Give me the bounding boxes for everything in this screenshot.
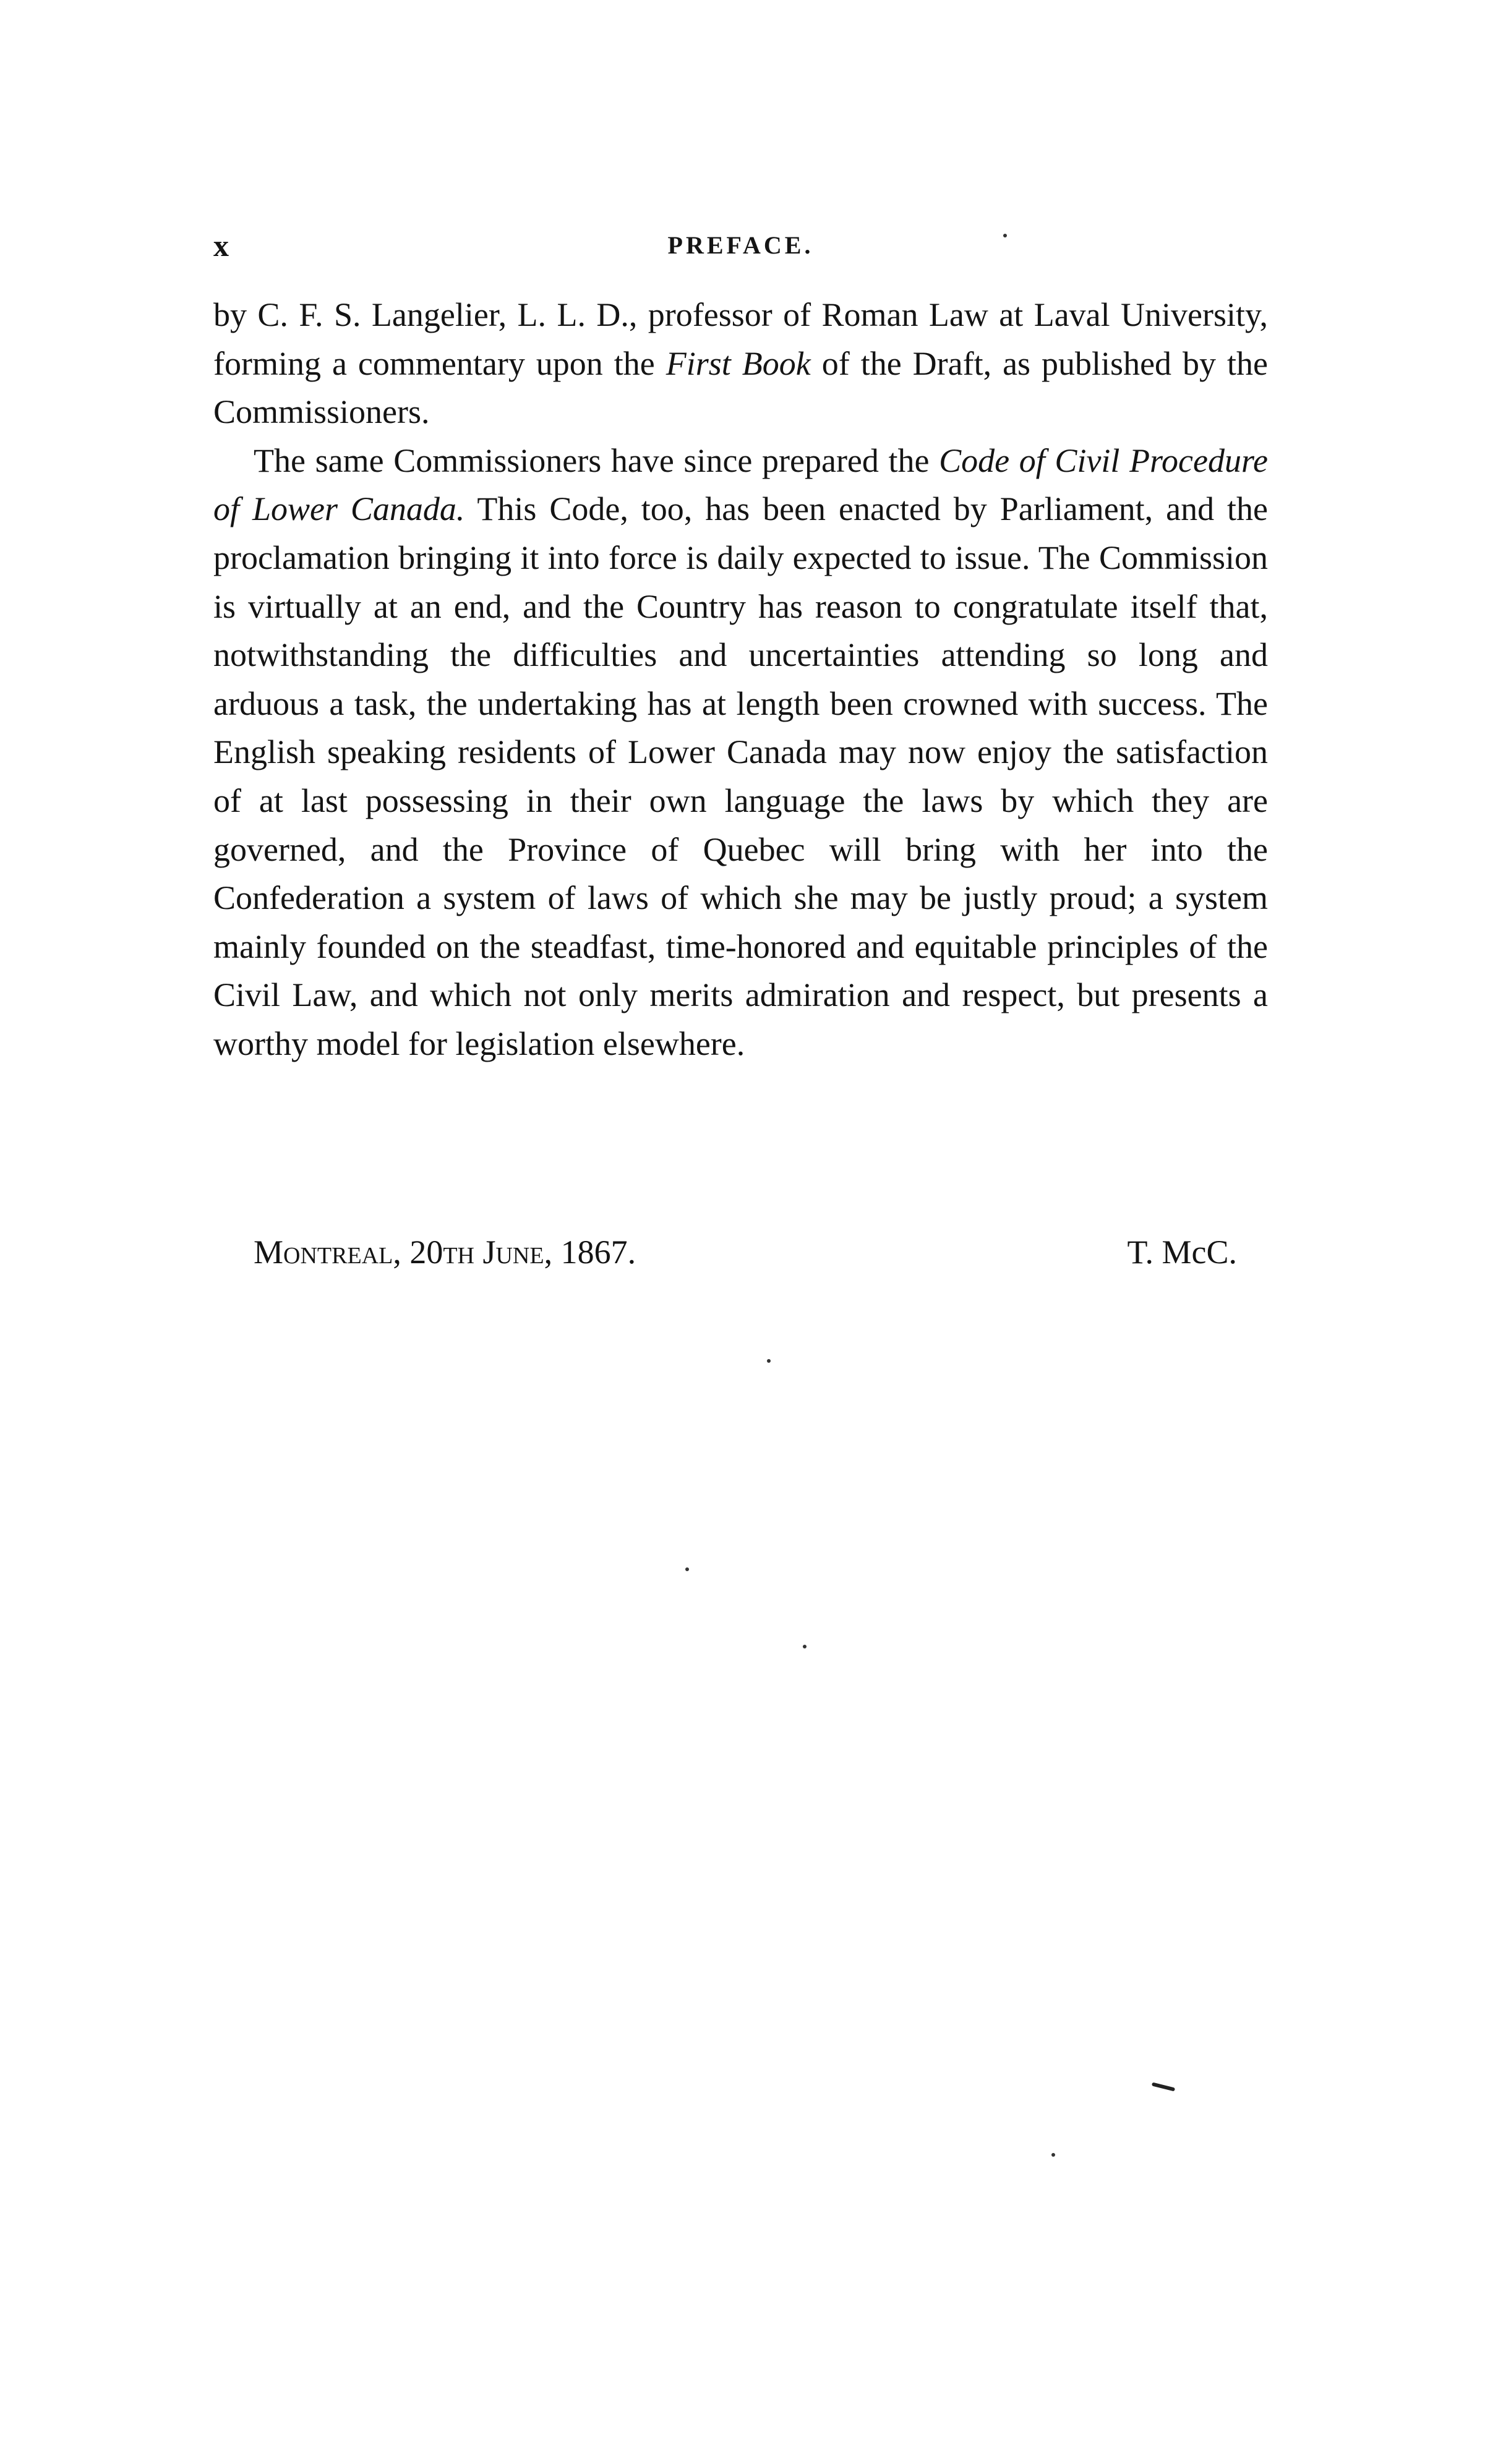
- text-segment: This Code, too, has been enacted by Parliament, and the proclamation bringing it into force is daily expected to issue. The Commission is virtually at an end, and the Country has reason to congratulate itself that, notwithstanding the difficulties and uncertainties attending so long and arduous a task, the undertaking has at length been crowned with success. The English speaking residents of Lower Canada may now enjoy the satisfaction of at last possessing in their own language the laws by which they are governed, and the Province of Quebec will bring with her into the Confederation a system of laws of which she may be justly proud; a system mainly founded on the steadfast, time-honored and equitable principles of the Civil Law, and which not only merits admiration and respect, but presents a worthy model for legislation elsewhere.: [213, 490, 1268, 1062]
- paragraph-1: [213, 291, 1268, 437]
- text-segment: by C. F. S. Langelier, L. L. D., professor of Roman Law at Laval University, forming a commentary upon the: [213, 296, 1268, 382]
- body-text: [213, 291, 1268, 1068]
- running-head: PREFACE.: [667, 231, 814, 259]
- scan-speck: [1051, 2153, 1055, 2157]
- signature-initials: T. McC.: [1127, 1234, 1237, 1271]
- italic-title-first-book: First Book: [665, 344, 811, 382]
- scan-speck: [685, 1567, 689, 1571]
- scan-speck: [1003, 234, 1007, 237]
- text-segment: The same Commissioners have since prepared the: [254, 441, 939, 479]
- scan-mark: [1152, 2082, 1175, 2091]
- scan-speck: [803, 1645, 807, 1648]
- signature-place-date: Montreal, 20th June, 1867.: [254, 1234, 636, 1271]
- paragraph-2: [213, 437, 1268, 1068]
- page-header: [213, 224, 1268, 267]
- text-segment: of the Draft, as published by the Commissioners.: [213, 344, 1268, 431]
- signature-line: [254, 1227, 1237, 1277]
- scan-speck: [767, 1359, 771, 1363]
- italic-title-code-of-civil-procedure: Code of Civil Procedure of Lower Canada.: [213, 441, 1268, 528]
- page-number: x: [213, 228, 229, 263]
